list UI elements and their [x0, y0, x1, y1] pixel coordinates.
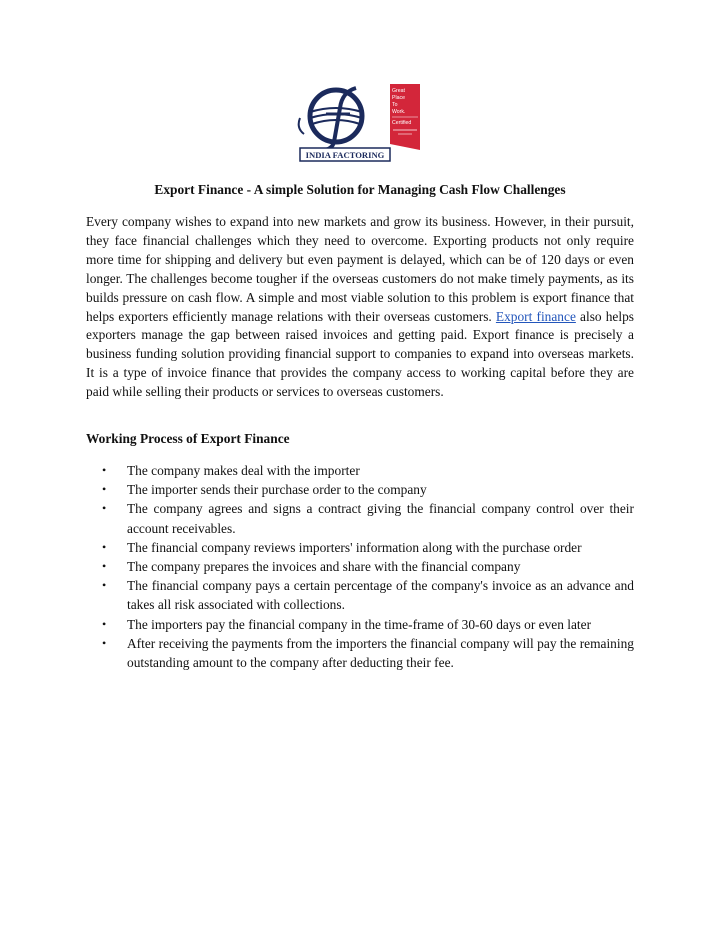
list-item-text: The importers pay the financial company in the time-frame of 30-60 days or even later: [127, 616, 592, 632]
list-item-text: The importer sends their purchase order to the company: [127, 482, 427, 498]
section-heading: Working Process of Export Finance: [86, 431, 290, 446]
badge-line-1: Great: [392, 88, 405, 94]
badge-line-5: Certified: [392, 120, 412, 126]
list-item-text: The company agrees and signs a contract giving the financial company control over their account receivables.: [127, 501, 634, 536]
list-item: [86, 634, 634, 672]
bullet-icon: •: [102, 635, 107, 650]
great-place-to-work-badge: [390, 84, 420, 150]
bullet-icon: •: [102, 463, 107, 477]
india-factoring-logo: [296, 84, 392, 162]
list-item: [86, 576, 634, 614]
header-logos: [296, 84, 446, 164]
badge-line-3: To: [392, 102, 398, 108]
intro-text-before-link: Every company wishes to expand into new markets and grow its business. However, in their pursuit, they face financial challenges which they need to overcome. Exporting products not only require more time for shipping and delivery but even payment is delayed, which can be of 120 days or even longer. The challenges become tougher if the overseas customers do not make timely payments, as its builds pressure on cash flow. A simple and most viable solution to this problem is export finance that helps exporters efficiently manage relations with their overseas customers.: [86, 214, 634, 324]
bullet-icon: •: [102, 559, 107, 574]
bullet-icon: •: [102, 616, 107, 631]
list-item-text: The financial company pays a certain percentage of the company's invoice as an advance and takes all risk associated with collections.: [127, 578, 634, 613]
list-item: [86, 615, 634, 634]
process-steps-list: [86, 461, 634, 672]
bullet-icon: •: [102, 578, 107, 593]
bullet-icon: •: [102, 539, 107, 554]
list-item-text: The company makes deal with the importer: [127, 463, 360, 478]
document-title: Export Finance - A simple Solution for Managing Cash Flow Challenges: [154, 182, 566, 197]
intro-text-after-link: also helps exporters manage the gap between raised invoices and getting paid. Export finance is precisely a business funding solution providing financial support to companies to expand into overseas markets. It is a type of invoice finance that provides the company access to working capital before they are paid while selling their products or services to overseas customers.: [86, 308, 634, 400]
list-item-text: After receiving the payments from the importers the financial company will pay the remaining outstanding amount to the company after deducting their fee.: [127, 635, 634, 671]
bullet-icon: •: [102, 482, 107, 497]
list-item-text: The financial company reviews importers' information along with the purchase order: [127, 539, 582, 555]
list-item: [86, 538, 634, 557]
badge-line-4: Work.: [392, 109, 406, 115]
intro-paragraph: [86, 213, 634, 402]
logo-wordmark: INDIA FACTORING: [305, 150, 385, 160]
export-finance-link[interactable]: Export finance: [495, 308, 576, 324]
list-item: [86, 557, 634, 576]
badge-line-2: Place: [392, 95, 405, 101]
list-item-text: The company prepares the invoices and share with the financial company: [127, 559, 521, 575]
bullet-icon: •: [102, 501, 107, 516]
list-item: [86, 499, 634, 537]
list-item: [86, 480, 634, 499]
list-item: [86, 461, 634, 480]
